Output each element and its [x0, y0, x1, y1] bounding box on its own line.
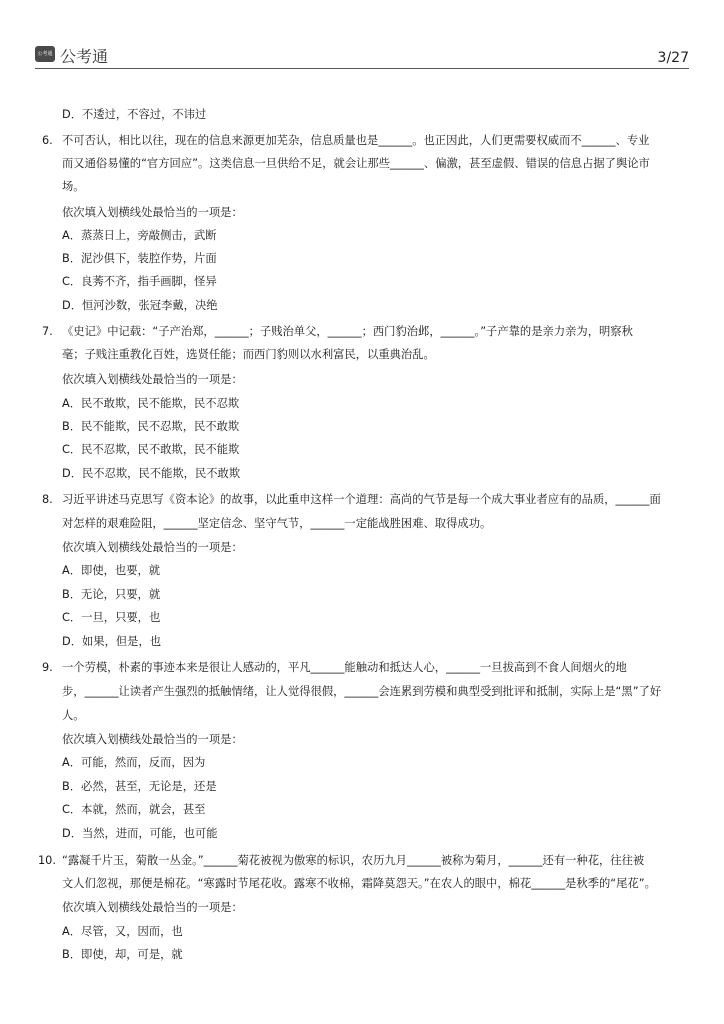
question-stem-line: 人。 — [62, 709, 85, 722]
logo-badge: 公考通 — [35, 46, 55, 62]
question-stem-line: 而又通俗易懂的“官方回应”。这类信息一旦供给不足，就会让那些______、偏激，甚至虚假、错误的信息占据了舆论市 — [62, 157, 650, 170]
logo-text: 公考通 — [60, 47, 109, 66]
question-stem-line: 不可否认，相比以往，现在的信息来源更加芜杂，信息质量也是______。也正因此，人们更需要权威而不______、专业 — [62, 134, 650, 147]
option-d[interactable]: D．恒河沙数，张冠李戴，决绝 — [62, 299, 218, 312]
option-a[interactable]: A．可能，然而，反而，因为 — [62, 756, 206, 769]
question-number: 8. — [42, 493, 53, 506]
option-d[interactable]: D．民不忍欺，民不能欺，民不敢欺 — [62, 467, 241, 480]
prev-option-d: D．不逶过，不容过，不讳过 — [62, 108, 207, 121]
option-d[interactable]: D．当然，进而，可能，也可能 — [62, 827, 218, 840]
option-c[interactable]: C．本就，然而，就会，甚至 — [62, 803, 206, 816]
option-a[interactable]: A．即使，也要，就 — [62, 564, 161, 577]
page-number: 3/27 — [657, 50, 689, 66]
question-stem-line: 《史记》中记载：“子产治郑，______；子贱治单父，______；西门豹治邺，______。”子产靠的是亲力亲为，明察秋 — [62, 325, 633, 338]
option-b[interactable]: B．即使，却，可是，就 — [62, 948, 183, 961]
question-stem-line: 毫；子贱注重教化百姓，选贤任能；而西门豹则以水利富民，以重典治乱。 — [62, 348, 435, 361]
option-b[interactable]: B．泥沙俱下，装腔作势，片面 — [62, 252, 217, 265]
option-c[interactable]: C．良莠不齐，指手画脚，怪异 — [62, 275, 217, 288]
option-b[interactable]: B．民不能欺，民不忍欺，民不敢欺 — [62, 420, 240, 433]
option-a[interactable]: A．民不敢欺，民不能欺，民不忍欺 — [62, 397, 240, 410]
question-number: 7. — [42, 325, 53, 338]
question-prompt: 依次填入划横线处最恰当的一项是： — [62, 541, 243, 554]
option-a[interactable]: A．尽管，又，因而，也 — [62, 925, 183, 938]
question-number: 9. — [42, 661, 53, 674]
question-stem-line: 步，______让读者产生强烈的抵触情绪，让人觉得很假，______会连累到劳模和典型受到批评和抵制，实际上是“黑”了好 — [62, 685, 662, 698]
option-a[interactable]: A．蒸蒸日上，旁敲侧击，武断 — [62, 229, 217, 242]
question-stem-line: 一个劳模，朴素的事迹本来是很让人感动的，平凡______能触动和抵达人心，______一旦拔高到不食人间烟火的地 — [62, 661, 627, 674]
option-c[interactable]: C．一旦，只要，也 — [62, 611, 161, 624]
page-header — [35, 46, 689, 69]
question-stem-line: 对怎样的艰难险阻，______坚定信念、坚守气节，______一定能战胜困难、取得成功。 — [62, 517, 492, 530]
option-b[interactable]: B．必然，甚至，无论是，还是 — [62, 780, 217, 793]
option-b[interactable]: B．无论，只要，就 — [62, 588, 161, 601]
option-c[interactable]: C．民不忍欺，民不敢欺，民不能欺 — [62, 443, 240, 456]
question-number: 6. — [42, 134, 53, 147]
question-stem-line: 文人们忽视，那便是棉花。“寒露时节尾花收。露寒不收棉，霜降莫怨天。”在农人的眼中，棉花______是秋季的“尾花”。 — [62, 877, 656, 890]
question-prompt: 依次填入划横线处最恰当的一项是： — [62, 901, 243, 914]
option-d[interactable]: D．如果，但是，也 — [62, 635, 162, 648]
question-number: 10. — [38, 854, 56, 867]
question-prompt: 依次填入划横线处最恰当的一项是： — [62, 206, 243, 219]
question-stem-line: “露凝千片玉，菊散一丛金。”______菊花被视为傲寒的标识，农历九月______被称为菊月，______还有一种花，往往被 — [62, 854, 645, 867]
question-stem-line: 习近平讲述马克思写《资本论》的故事，以此重申这样一个道理：高尚的气节是每一个成大事业者应有的品质，______面 — [62, 493, 661, 506]
question-stem-line: 场。 — [62, 180, 85, 193]
question-prompt: 依次填入划横线处最恰当的一项是： — [62, 733, 243, 746]
question-prompt: 依次填入划横线处最恰当的一项是： — [62, 373, 243, 386]
